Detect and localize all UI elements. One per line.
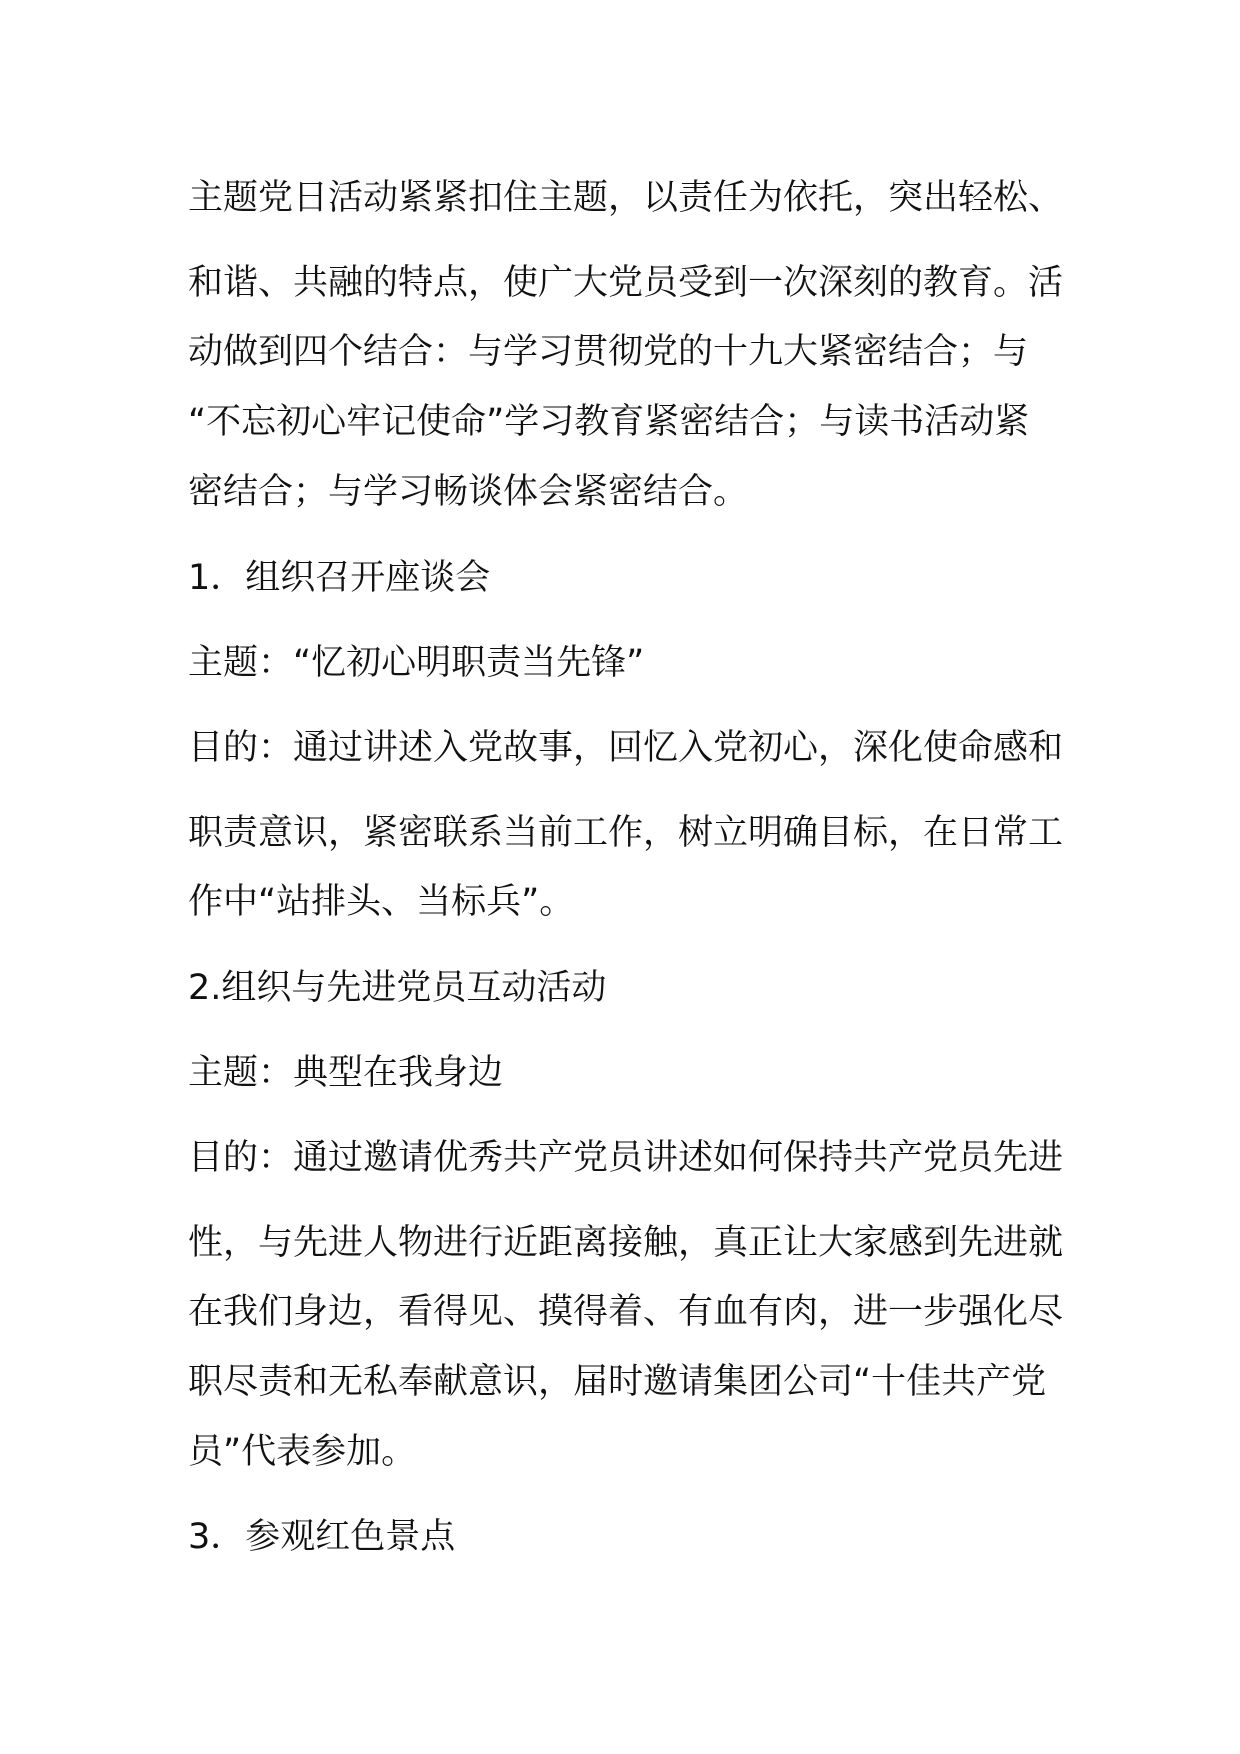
paragraph-line: 密结合；与学习畅谈体会紧密结合。 (188, 472, 749, 512)
paragraph-line: 和谐、共融的特点，使广大党员受到一次深刻的教育。活 (188, 263, 1064, 303)
purpose-line: 目的：通过邀请优秀共产党员讲述如何保持共产党员先进 (188, 1138, 1064, 1178)
paragraph-line: 主题党日活动紧紧扣住主题，以责任为依托，突出轻松、 (188, 178, 1064, 218)
section-heading-3: 3．参观红色景点 (188, 1517, 456, 1557)
section-heading-2: 2.组织与先进党员互动活动 (188, 968, 607, 1008)
paragraph-line: 职责意识，紧密联系当前工作，树立明确目标，在日常工 (188, 813, 1064, 853)
paragraph-line: 职尽责和无私奉献意识，届时邀请集团公司“十佳共产党 (188, 1362, 1047, 1402)
paragraph-line: “不忘初心牢记使命”学习教育紧密结合；与读书活动紧 (188, 402, 1030, 442)
paragraph-line: 动做到四个结合：与学习贯彻党的十九大紧密结合；与 (188, 332, 1029, 372)
paragraph-line: 在我们身边，看得见、摸得着、有血有肉，进一步强化尽 (188, 1292, 1064, 1332)
paragraph-line: 性，与先进人物进行近距离接触，真正让大家感到先进就 (188, 1223, 1064, 1263)
theme-line: 主题：典型在我身边 (188, 1053, 504, 1093)
paragraph-line: 员”代表参加。 (188, 1432, 417, 1472)
theme-line: 主题：“忆初心明职责当先锋” (188, 643, 645, 683)
paragraph-line: 作中“站排头、当标兵”。 (188, 882, 575, 922)
purpose-line: 目的：通过讲述入党故事，回忆入党初心，深化使命感和 (188, 728, 1064, 768)
section-heading-1: 1．组织召开座谈会 (188, 558, 491, 598)
